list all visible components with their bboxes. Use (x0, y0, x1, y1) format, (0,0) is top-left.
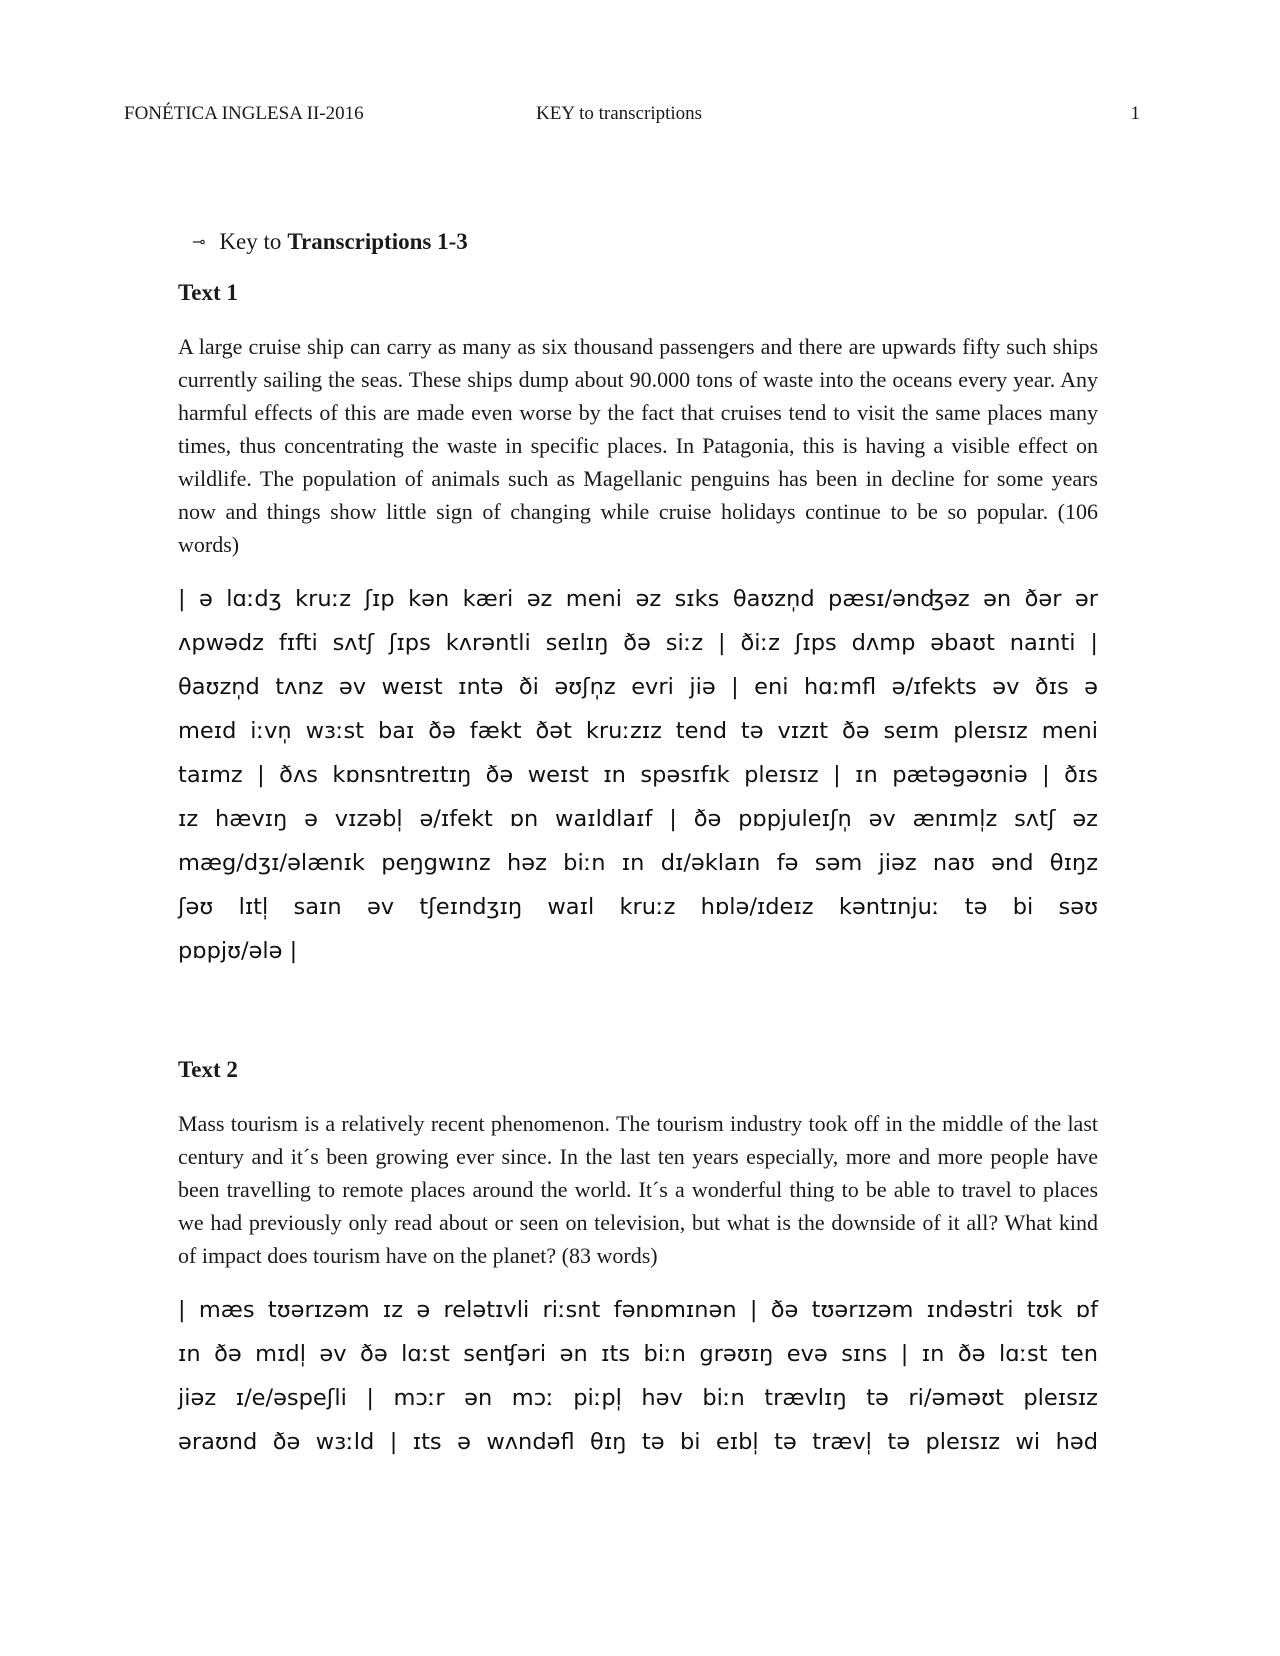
transcription-line: θaʊzn̩d tʌnz əv weɪst ɪntə ði əʊʃn̩z evri jiə | eni hɑːmfl ə/ɪfekts əv ðɪs ə (178, 674, 1098, 700)
transcription-line: mæg/dʒɪ/əlænɪk peŋgwɪnz həz biːn ɪn dɪ/əklaɪn fə səm jiəz naʊ ənd θɪŋz (178, 850, 1098, 876)
document-body (178, 226, 1098, 1464)
text1-heading: Text 1 (178, 280, 238, 305)
transcription-line: jiəz ɪ/e/əspeʃli | mɔːr ən mɔː piːpl̩ həv biːn trævlɪŋ tə ri/əməʊt pleɪsɪz (178, 1385, 1098, 1411)
text1-paragraph (178, 330, 1098, 561)
transcription-line: | ə lɑːdʒ kruːz ʃɪp kən kæri əz meni əz sɪks θaʊzn̩d pæsɪ/ənʤəz ən ðər ər (178, 586, 1098, 612)
transcription-line: meɪd iːvn̩ wɜːst baɪ ðə fækt ðət kruːzɪz tend tə vɪzɪt ðə seɪm pleɪsɪz meni (178, 718, 1098, 744)
header-course-title: FONÉTICA INGLESA II-2016 (124, 103, 364, 124)
text2-transcription (178, 1288, 1098, 1464)
header-page-number: 1 (1130, 103, 1140, 124)
text2-paragraph-text: Mass tourism is a relatively recent phenomenon. The tourism industry took off in the middle of the last century and it´s been growing ever since. In the last ten years especially, more and more people have been travelling to remote places around the world. It´s a wonderful thing to be able to travel to places we had previously only read about or seen on television, but what is the downside of it all? What kind of impact does tourism have on the planet? (83 words) (178, 1111, 1098, 1268)
text1-transcription (178, 577, 1098, 973)
key-icon: ⊸ (192, 232, 206, 251)
transcription-line: ʃəʊ lɪtl̩ saɪn əv tʃeɪndʒɪŋ waɪl kruːz hɒlə/ɪdeɪz kəntɪnjuː tə bi səʊ (178, 894, 1098, 920)
transcription-line: ɪz hævɪŋ ə vɪzəbl̩ ə/ɪfekt ɒn waɪldlaɪf | ðə pɒpjuleɪʃn̩ əv ænɪml̩z sʌtʃ əz (178, 806, 1098, 832)
page-header (124, 102, 1140, 162)
text2-heading: Text 2 (178, 1057, 238, 1082)
transcription-line: | mæs tʊərɪzəm ɪz ə relətɪvli riːsnt fənɒmɪnən | ðə tʊərɪzəm ɪndəstri tʊk ɒf (178, 1297, 1098, 1323)
text2-paragraph (178, 1107, 1098, 1272)
transcription-line: ʌpwədz fɪfti sʌtʃ ʃɪps kʌrəntli seɪlɪŋ ðə siːz | ðiːz ʃɪps dʌmp əbaʊt naɪnti | (178, 630, 1098, 656)
header-document-title: KEY to transcriptions (536, 103, 703, 124)
transcription-line: taɪmz | ðʌs kɒnsntreɪtɪŋ ðə weɪst ɪn spəsɪfɪk pleɪsɪz | ɪn pætəgəʊniə | ðɪs (178, 762, 1098, 788)
transcription-line: əraʊnd ðə wɜːld | ɪts ə wʌndəfl θɪŋ tə bi eɪbl̩ tə trævl̩ tə pleɪsɪz wi həd (178, 1429, 1098, 1455)
key-title-bold: Transcriptions 1-3 (287, 229, 468, 254)
transcription-line: pɒpjʊ/ələ | (178, 938, 298, 964)
text1-paragraph-text: A large cruise ship can carry as many as six thousand passengers and there are upwards fifty such ships currently sailing the seas. These ships dump about 90.000 tons of waste into the oceans every year. Any harmful effects of this are made even worse by the fact that cruises tend to visit the same places many times, thus concentrating the waste in specific places. In Patagonia, this is having a visible effect on wildlife. The population of animals such as Magellanic penguins has been in decline for some years now and things show little sign of changing while cruise holidays continue to be so popular. (106 words) (178, 334, 1098, 557)
transcription-line: ɪn ðə mɪdl̩ əv ðə lɑːst senʧəri ən ɪts biːn grəʊɪŋ evə sɪns | ɪn ðə lɑːst ten (178, 1341, 1098, 1367)
key-title (192, 226, 1098, 258)
key-title-prefix: Key to (219, 229, 282, 254)
